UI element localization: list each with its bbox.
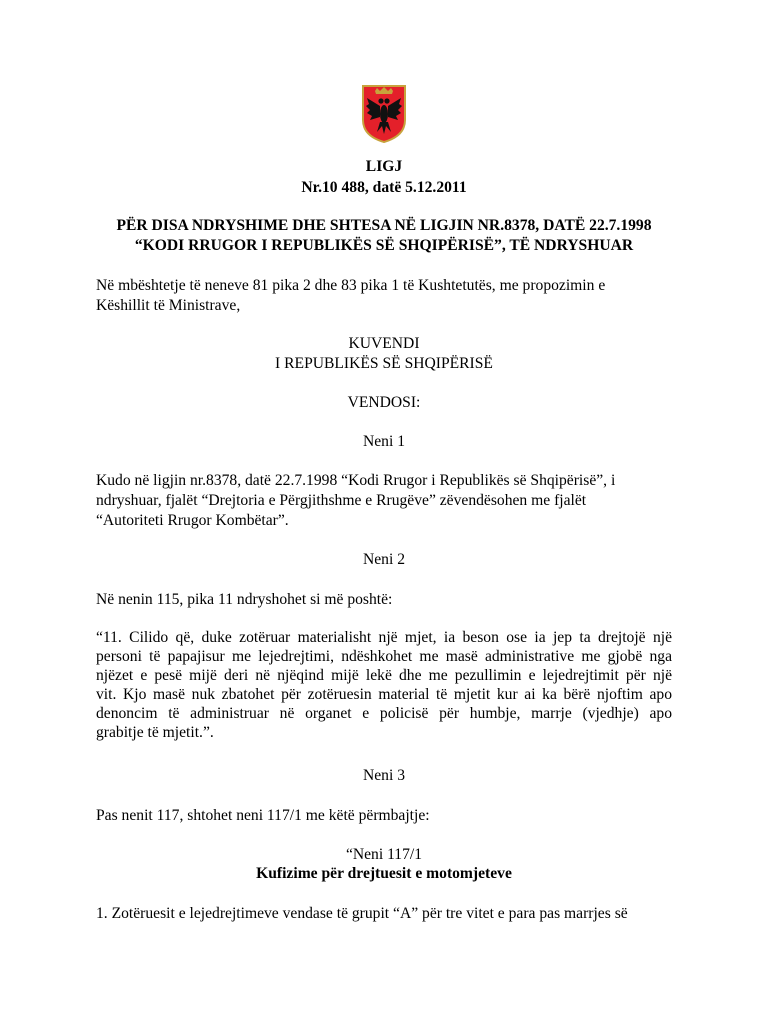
decision-label: VENDOSI: xyxy=(347,394,421,411)
article-heading: Neni 3 xyxy=(362,767,405,784)
article-heading: Neni 2 xyxy=(362,551,405,568)
paragraph-line: grabitje të mjetit.”. xyxy=(96,724,214,741)
coat-of-arms-icon xyxy=(361,84,407,144)
article-text-line: ndryshuar, fjalët “Drejtoria e Përgjithshme e Rrugëve” zëvendësohen me fjalët xyxy=(96,492,587,509)
article-intro: Në nenin 115, pika 11 ndryshohet si më poshtë: xyxy=(96,591,393,608)
assembly-name: I REPUBLIKËS SË SHQIPËRISË xyxy=(275,355,493,372)
law-number: Nr.10 488, datë 5.12.2011 xyxy=(301,179,467,196)
article-heading: Neni 1 xyxy=(362,433,405,450)
paragraph-line: “11. Cilido që, duke zotëruar materialisht një mjet, ia beson ose ia jep ta drejtojë një xyxy=(96,629,672,646)
quoted-article-title: Kufizime për drejtuesit e motomjeteve xyxy=(256,865,512,882)
amended-point-11 xyxy=(96,628,672,742)
preamble-line: Këshillit të Ministrave, xyxy=(96,297,241,314)
law-subject-line: “KODI RRUGOR I REPUBLIKËS SË SHQIPËRISË”, TË NDRYSHUAR xyxy=(134,237,634,254)
article-text-line: “Autoriteti Rrugor Kombëtar”. xyxy=(96,512,289,529)
preamble-line: Në mbështetje të neneve 81 pika 2 dhe 83 pika 1 të Kushtetutës, me propozimin e xyxy=(96,277,606,294)
law-subject-line: PËR DISA NDRYSHIME DHE SHTESA NË LIGJIN NR.8378, DATË 22.7.1998 xyxy=(116,217,652,234)
article-intro: Pas nenit 117, shtohet neni 117/1 me këtë përmbajtje: xyxy=(96,807,430,824)
paragraph-line: vit. Kjo masë nuk zbatohet për zotëruesin material të mjetit kur ai ka bërë njoftim apo xyxy=(96,686,672,703)
assembly-name: KUVENDI xyxy=(348,335,420,352)
article-text-line: Kudo në ligjin nr.8378, datë 22.7.1998 “Kodi Rrugor i Republikës së Shqipërisë”, i xyxy=(96,472,616,489)
article-text-line: 1. Zotëruesit e lejedrejtimeve vendase të grupit “A” për tre vitet e para pas marrjes së xyxy=(96,905,628,922)
paragraph-line: personi të papajisur me lejedrejtimi, ndëshkohet me masë administrative me gjobë nga xyxy=(96,648,672,665)
paragraph-line: njëzet e pesë mijë deri në njëqind mijë lekë dhe me pezullimin e lejedrejtimit për një xyxy=(96,667,672,684)
law-title: LIGJ xyxy=(365,158,403,175)
paragraph-line: denoncim të administruar në organet e policisë për humbje, marrje (vjedhje) apo xyxy=(96,705,672,722)
quoted-article-heading: “Neni 117/1 xyxy=(345,846,423,863)
